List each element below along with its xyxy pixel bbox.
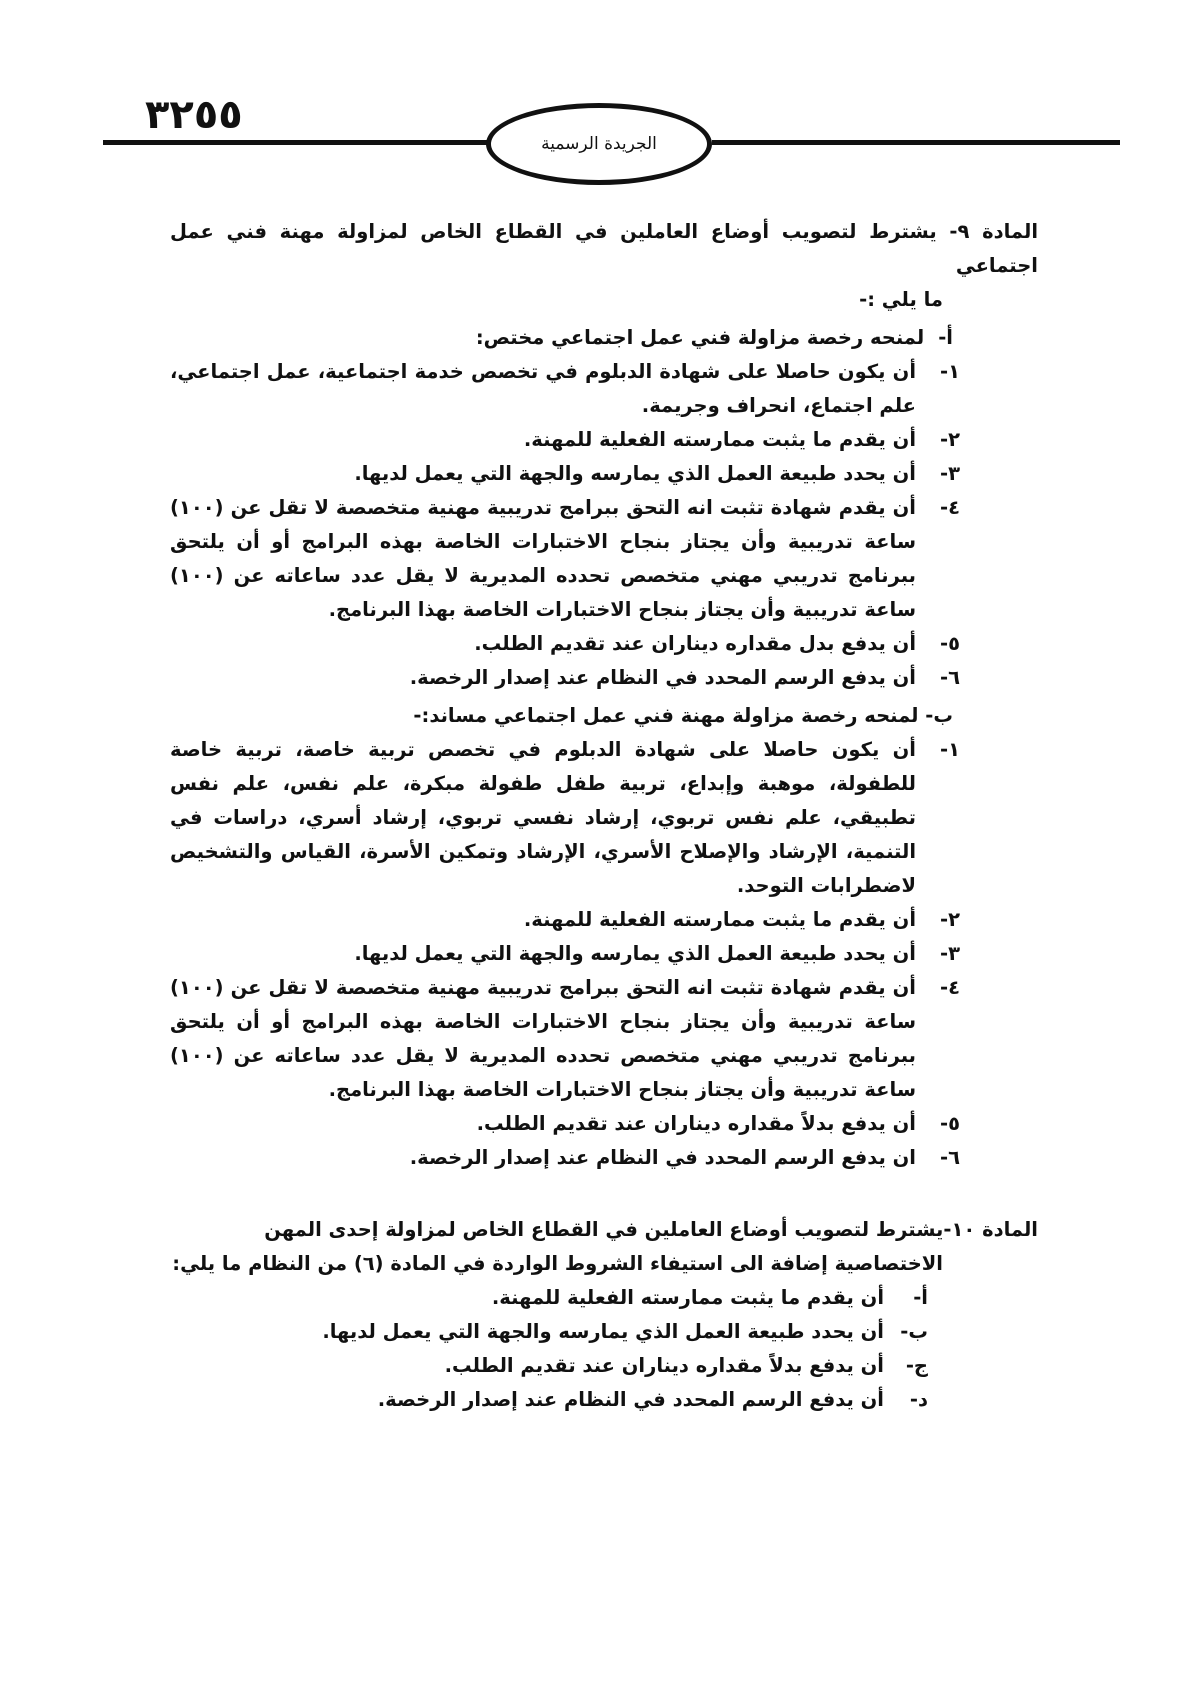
list-item [170,971,1038,1107]
article-9 [170,215,1038,1175]
article-9-title: المادة ٩- يشترط لتصويب أوضاع العاملين في القطاع الخاص لمزاولة مهنة فني عمل اجتماعي [170,220,1038,277]
item-number: ٤- [940,496,960,519]
document-body [170,215,1038,1417]
header-rule-left [103,140,488,145]
list-item [170,1315,1038,1349]
item-number: ٣- [940,942,960,965]
item-letter: ب- [900,1320,928,1343]
item-text: أن يدفع بدل مقداره ديناران عند تقديم الطلب. [474,632,916,655]
article-spacer [170,1175,1038,1213]
item-number: ١- [940,360,960,383]
article-9-section-a-list [170,355,1038,695]
article-9-section-b-heading [170,699,1038,733]
list-item [170,1141,1038,1175]
header-rule-right [712,140,1120,145]
item-text: أن يقدم ما يثبت ممارسته الفعلية للمهنة. [523,428,916,451]
gazette-name: الجريدة الرسمية [541,134,657,154]
list-item [170,903,1038,937]
item-number: ٤- [940,976,960,999]
list-item [170,937,1038,971]
item-number: ١- [940,738,960,761]
article-9-title-cont: ما يلي :- [859,288,943,311]
list-item [170,733,1038,903]
item-text: أن يدفع الرسم المحدد في النظام عند إصدار الرخصة. [409,666,916,689]
item-text: أن يحدد طبيعة العمل الذي يمارسه والجهة التي يعمل لديها. [354,942,916,965]
article-10-title-cont: الاختصاصية إضافة الى استيفاء الشروط الواردة في المادة (٦) من النظام ما يلي: [172,1252,943,1275]
section-label: أ- [938,326,953,349]
item-number: ٦- [940,1146,960,1169]
page-number: ٣٢٥٥ [145,92,243,138]
item-text: أن يكون حاصلا على شهادة الدبلوم في تخصص تربية خاصة، تربية خاصة للطفولة، موهبة وإبداع، تربية طفل طفولة مبكرة، علم نفس، علم نفس تطبيقي، علم نفس تربوي، إرشاد نفسي تربوي، إرشاد أسري، دراسات في التنمية، الإرشاد والإصلاح الأسري، الإرشاد وتمكين الأسرة، القياس والتشخيص لاضطرابات التوحد. [170,738,916,897]
item-text: أن يحدد طبيعة العمل الذي يمارسه والجهة التي يعمل لديها. [322,1320,884,1343]
section-label: ب- [925,704,953,727]
list-item [170,627,1038,661]
item-text: أن يحدد طبيعة العمل الذي يمارسه والجهة التي يعمل لديها. [354,462,916,485]
item-text: أن يقدم ما يثبت ممارسته الفعلية للمهنة. [491,1286,884,1309]
item-number: ٣- [940,462,960,485]
list-item [170,423,1038,457]
item-number: ٦- [940,666,960,689]
list-item [170,457,1038,491]
list-item [170,1107,1038,1141]
item-text: أن يدفع بدلاً مقداره ديناران عند تقديم الطلب. [444,1354,884,1377]
list-item [170,1383,1038,1417]
article-9-section-a-heading [170,321,1038,355]
item-text: أن يكون حاصلا على شهادة الدبلوم في تخصص خدمة اجتماعية، عمل اجتماعي، علم اجتماع، انحراف وجريمة. [170,360,916,417]
article-10-list [170,1281,1038,1417]
list-item [170,1349,1038,1383]
item-text: ان يدفع الرسم المحدد في النظام عند إصدار الرخصة. [409,1146,916,1169]
article-10-title: المادة ١٠-يشترط لتصويب أوضاع العاملين في القطاع الخاص لمزاولة إحدى المهن [264,1218,1038,1241]
section-heading: لمنحه رخصة مزاولة فني عمل اجتماعي مختص: [475,326,925,349]
page-header [0,0,1200,200]
list-item [170,1281,1038,1315]
list-item [170,355,1038,423]
article-9-section-b-list [170,733,1038,1175]
item-text: أن يقدم ما يثبت ممارسته الفعلية للمهنة. [523,908,916,931]
item-text: أن يدفع بدلاً مقداره ديناران عند تقديم الطلب. [476,1112,916,1135]
list-item [170,491,1038,627]
item-number: ٥- [940,632,960,655]
item-text: أن يدفع الرسم المحدد في النظام عند إصدار الرخصة. [377,1388,884,1411]
section-heading: لمنحه رخصة مزاولة مهنة فني عمل اجتماعي مساند:- [413,704,919,727]
item-number: ٥- [940,1112,960,1135]
gazette-masthead [486,103,712,185]
item-letter: د- [909,1388,928,1411]
item-number: ٢- [940,428,960,451]
article-10 [170,1213,1038,1417]
item-number: ٢- [940,908,960,931]
item-text: أن يقدم شهادة تثبت انه التحق ببرامج تدريبية مهنية متخصصة لا تقل عن (١٠٠) ساعة تدريبية وأن يجتاز بنجاح الاختبارات الخاصة بهذه البرامج أو أن يلتحق ببرنامج تدريبي مهني متخصص تحدده المديرية لا يقل عدد ساعاته عن (١٠٠) ساعة تدريبية وأن يجتاز بنجاح الاختبارات الخاصة بهذا البرنامج. [170,976,916,1101]
item-text: أن يقدم شهادة تثبت انه التحق ببرامج تدريبية مهنية متخصصة لا تقل عن (١٠٠) ساعة تدريبية وأن يجتاز بنجاح الاختبارات الخاصة بهذه البرامج أو أن يلتحق ببرنامج تدريبي مهني متخصص تحدده المديرية لا يقل عدد ساعاته عن (١٠٠) ساعة تدريبية وأن يجتاز بنجاح الاختبارات الخاصة بهذا البرنامج. [170,496,916,621]
item-letter: ج- [905,1354,928,1377]
item-letter: أ- [913,1286,928,1309]
list-item [170,661,1038,695]
